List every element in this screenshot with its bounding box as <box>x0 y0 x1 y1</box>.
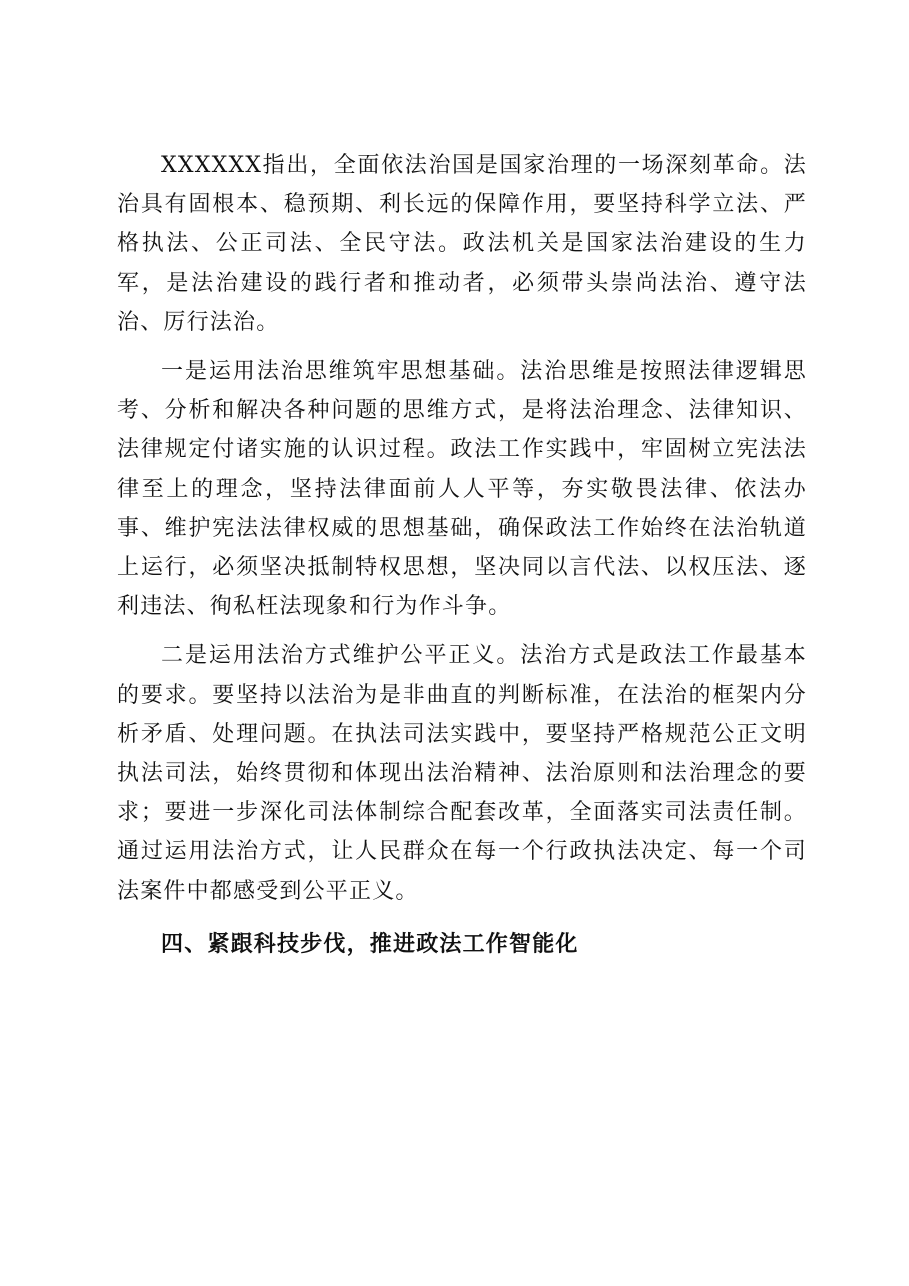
paragraph-intro: XXXXXX指出，全面依法治国是国家治理的一场深刻革命。法治具有固根本、稳预期、利长远的保障作用，要坚持科学立法、严格执法、公正司法、全民守法。政法机关是国家法治建设的生力军，是法治建设的践行者和推动者，必须带头崇尚法治、遵守法治、厉行法治。 <box>117 153 807 335</box>
section-heading: 四、紧跟科技步伐，推进政法工作智能化 <box>161 931 579 957</box>
paragraph-legal-thinking: 一是运用法治思维筑牢思想基础。法治思维是按照法律逻辑思考、分析和解决各种问题的思维方式，是将法治理念、法律知识、法律规定付诸实施的认识过程。政法工作实践中，牢固树立宪法法律至上的理念，坚持法律面前人人平等，夯实敬畏法律、依法办事、维护宪法法律权威的思想基础，确保政法工作始终在法治轨道上运行，必须坚决抵制特权思想，坚决同以言代法、以权压法、逐利违法、徇私枉法现象和行为作斗争。 <box>117 359 807 620</box>
paragraph-legal-methods: 二是运用法治方式维护公平正义。法治方式是政法工作最基本的要求。要坚持以法治为是非曲直的判断标准，在法治的框架内分析矛盾、处理问题。在执法司法实践中，要坚持严格规范公正文明执法司法，始终贯彻和体现出法治精神、法治原则和法治理念的要求；要进一步深化司法体制综合配套改革，全面落实司法责任制。通过运用法治方式，让人民群众在每一个行政执法决定、每一个司法案件中都感受到公平正义。 <box>117 643 807 904</box>
document-body <box>117 146 807 963</box>
